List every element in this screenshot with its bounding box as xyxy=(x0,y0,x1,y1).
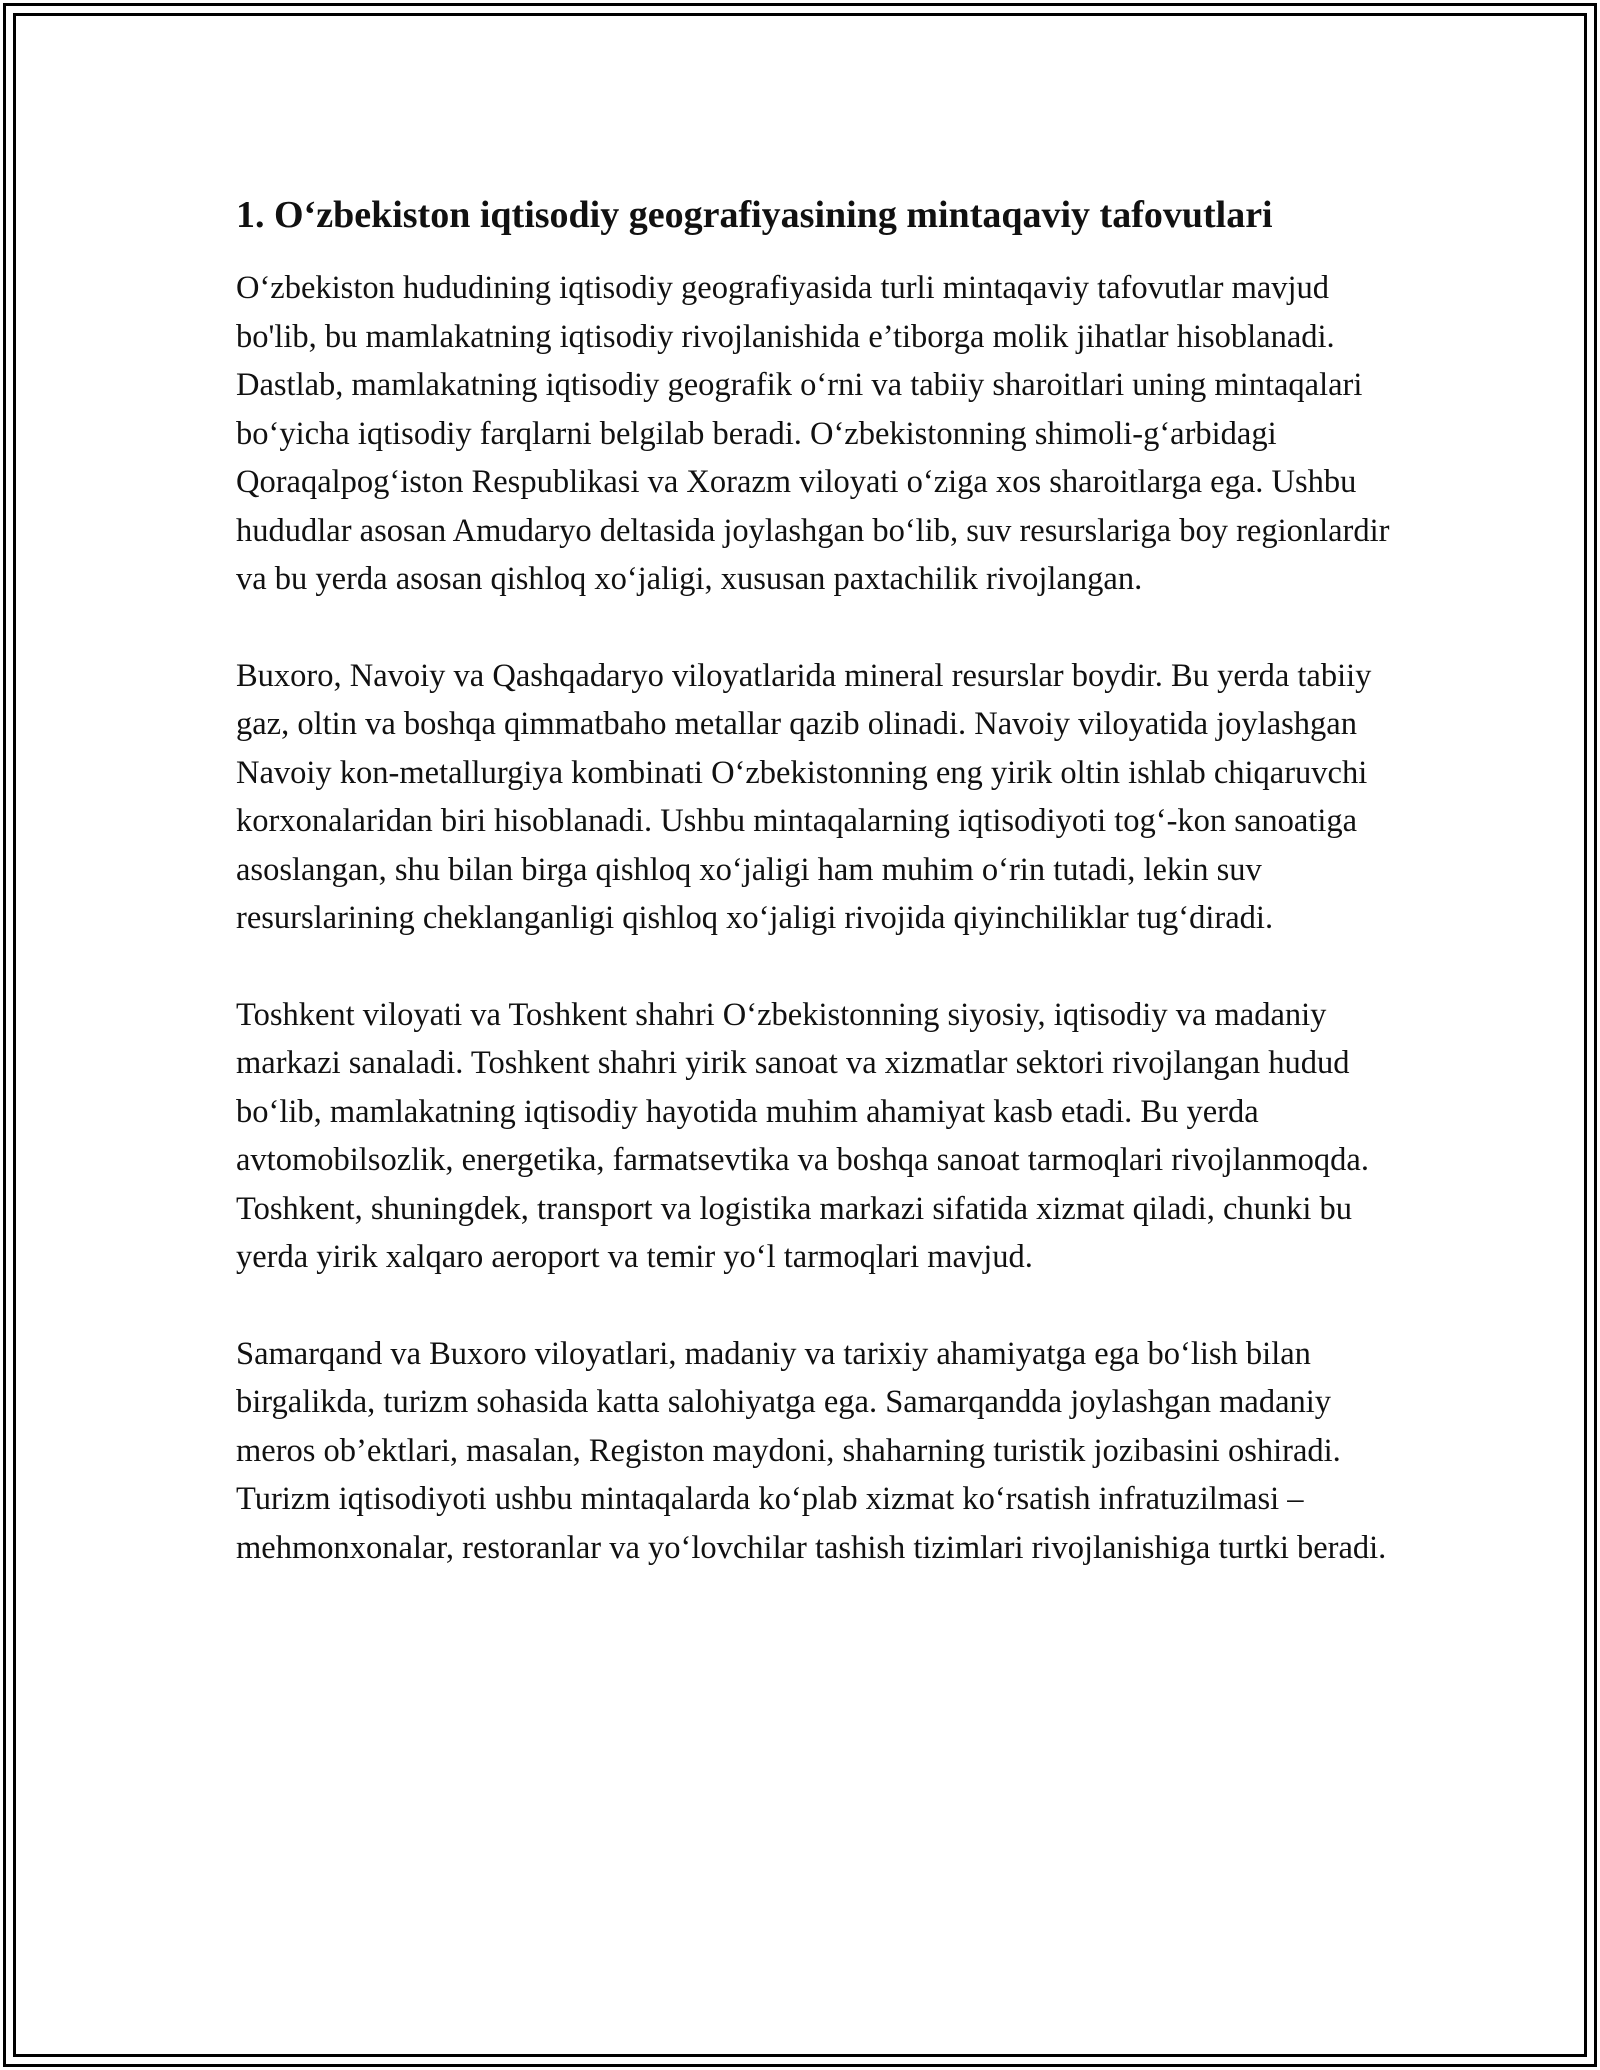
section-heading: 1. O‘zbekiston iqtisodiy geografiyasining mintaqaviy tafovutlari xyxy=(236,194,1273,236)
paragraph-regional-northwest: O‘zbekiston hududining iqtisodiy geografiyasida turli mintaqaviy tafovutlar mavjud bo'lib, bu mamlakatning iqtisodiy rivojlanishida e’tiborga molik jihatlar hisoblanadi. Dastlab, mamlakatning iqtisodiy geografik o‘rni va tabiiy sharoitlari uning mintaqalari bo‘yicha iqtisodiy farqlarni belgilab beradi. O‘zbekistonning shimoli-g‘arbidagi Qoraqalpog‘iston Respublikasi va Xorazm viloyati o‘ziga xos sharoitlarga ega. Ushbu hududlar asosan Amudaryo deltasida joylashgan bo‘lib, suv resurslariga boy regionlardir va bu yerda asosan qishloq xo‘jaligi, xususan paxtachilik rivojlangan. xyxy=(236,270,1390,597)
paragraph-tashkent: Toshkent viloyati va Toshkent shahri O‘zbekistonning siyosiy, iqtisodiy va madaniy markazi sanaladi. Toshkent shahri yirik sanoat va xizmatlar sektori rivojlangan hudud bo‘lib, mamlakatning iqtisodiy hayotida muhim ahamiyat kasb etadi. Bu yerda avtomobilsozlik, energetika, farmatsevtika va boshqa sanoat tarmoqlari rivojlanmoqda. Toshkent, shuningdek, transport va logistika markazi sifatida xizmat qiladi, chunki bu yerda yirik xalqaro aeroport va temir yo‘l tarmoqlari mavjud. xyxy=(236,996,1369,1275)
document-body xyxy=(236,188,1406,1572)
paragraph-mineral-resources: Buxoro, Navoiy va Qashqadaryo viloyatlarida mineral resurslar boydir. Bu yerda tabiiy gaz, oltin va boshqa qimmatbaho metallar qazib olinadi. Navoiy viloyatida joylashgan Navoiy kon-metallurgiya kombinati O‘zbekistonning eng yirik oltin ishlab chiqaruvchi korxonalaridan biri hisoblanadi. Ushbu mintaqalarning iqtisodiyoti tog‘-kon sanoatiga asoslangan, shu bilan birga qishloq xo‘jaligi ham muhim o‘rin tutadi, lekin suv resurslarining cheklanganligi qishloq xo‘jaligi rivojida qiyinchiliklar tug‘diradi. xyxy=(236,657,1372,936)
paragraph-tourism: Samarqand va Buxoro viloyatlari, madaniy va tarixiy ahamiyatga ega bo‘lish bilan birgalikda, turizm sohasida katta salohiyatga ega. Samarqandda joylashgan madaniy meros ob’ektlari, masalan, Registon maydoni, shaharning turistik jozibasini oshiradi. Turizm iqtisodiyoti ushbu mintaqalarda ko‘plab xizmat ko‘rsatish infratuzilmasi – mehmonxonalar, restoranlar va yo‘lovchilar tashish tizimlari rivojlanishiga turtki beradi. xyxy=(236,1335,1387,1566)
